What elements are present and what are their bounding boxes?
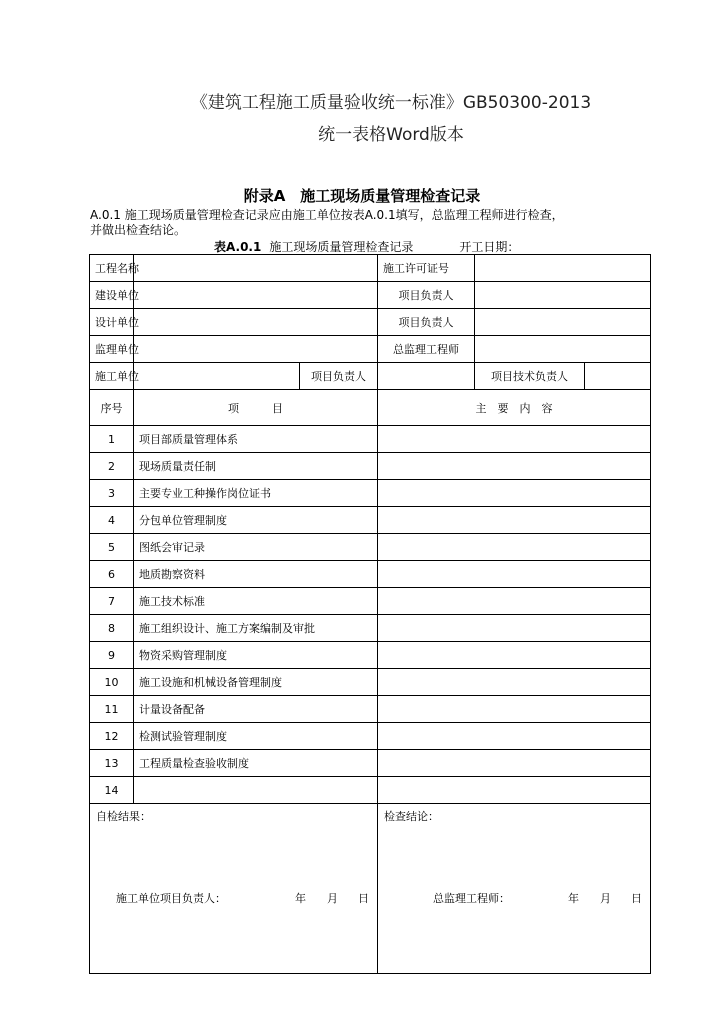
table-row: [90, 642, 651, 669]
item-seq: 12: [90, 723, 134, 750]
label-construction-unit: 建设单位: [90, 282, 134, 309]
appendix-heading: 附录A 施工现场质量管理检查记录: [243, 187, 481, 205]
start-date-label: 开工日期：: [459, 240, 520, 254]
item-content[interactable]: [378, 480, 651, 507]
value-design-unit[interactable]: [134, 309, 378, 336]
item-content[interactable]: [378, 642, 651, 669]
header-row: [90, 363, 651, 390]
table-row: [90, 588, 651, 615]
table-row: [90, 507, 651, 534]
contractor-sign-label: 施工单位项目负责人：: [116, 892, 226, 905]
intro-line-2: 并做出检查结论。: [90, 223, 187, 237]
item-content[interactable]: [378, 534, 651, 561]
value-contractor[interactable]: [134, 363, 300, 390]
header-row: [90, 309, 651, 336]
header-row: [90, 336, 651, 363]
item-content[interactable]: [378, 723, 651, 750]
item-seq: 10: [90, 669, 134, 696]
table-row: [90, 561, 651, 588]
item-content[interactable]: [378, 777, 651, 804]
item-seq: 7: [90, 588, 134, 615]
label-permit-no: 施工许可证号: [378, 255, 475, 282]
table-row: [90, 777, 651, 804]
item-seq: 2: [90, 453, 134, 480]
item-name: 分包单位管理制度: [134, 507, 378, 534]
item-seq: 8: [90, 615, 134, 642]
item-seq: 3: [90, 480, 134, 507]
table-row: [90, 696, 651, 723]
value-chief-supervisor[interactable]: [475, 336, 651, 363]
self-check-cell[interactable]: [90, 804, 378, 974]
table-row: [90, 615, 651, 642]
value-project-manager[interactable]: [475, 282, 651, 309]
item-content[interactable]: [378, 453, 651, 480]
label-project-manager: 项目负责人: [378, 282, 475, 309]
document-title: 《建筑工程施工质量验收统一标准》GB50300-2013: [190, 93, 592, 113]
item-name: 工程质量检查验收制度: [134, 750, 378, 777]
table-row: [90, 669, 651, 696]
value-supervision-unit[interactable]: [134, 336, 378, 363]
value-project-manager[interactable]: [378, 363, 475, 390]
item-content[interactable]: [378, 615, 651, 642]
label-design-unit: 设计单位: [90, 309, 134, 336]
sign-month: 月: [327, 892, 338, 905]
table-row: [90, 723, 651, 750]
supervisor-sign-label: 总监理工程师：: [433, 892, 510, 905]
column-header-row: [90, 390, 651, 426]
item-name: 项目部质量管理体系: [134, 426, 378, 453]
table-row: [90, 480, 651, 507]
item-content[interactable]: [378, 507, 651, 534]
value-tech-lead[interactable]: [585, 363, 651, 390]
item-name: 物资采购管理制度: [134, 642, 378, 669]
item-seq: 1: [90, 426, 134, 453]
item-content[interactable]: [378, 588, 651, 615]
value-project-manager[interactable]: [475, 309, 651, 336]
item-seq: 14: [90, 777, 134, 804]
value-permit-no[interactable]: [475, 255, 651, 282]
document-subtitle: 统一表格Word版本: [318, 125, 464, 145]
item-seq: 4: [90, 507, 134, 534]
sign-day: 日: [631, 892, 642, 905]
item-name: 施工组织设计、施工方案编制及审批: [134, 615, 378, 642]
value-project-name[interactable]: [134, 255, 378, 282]
item-name: 施工设施和机械设备管理制度: [134, 669, 378, 696]
item-name: 施工技术标准: [134, 588, 378, 615]
item-content[interactable]: [378, 426, 651, 453]
table-row: [90, 453, 651, 480]
item-name: 检测试验管理制度: [134, 723, 378, 750]
self-check-label: 自检结果：: [96, 810, 151, 823]
item-name: 地质勘察资料: [134, 561, 378, 588]
column-item: 项 目: [134, 390, 378, 426]
item-name: 现场质量责任制: [134, 453, 378, 480]
label-project-name: 工程名称: [90, 255, 134, 282]
item-name: 主要专业工种操作岗位证书: [134, 480, 378, 507]
item-seq: 5: [90, 534, 134, 561]
table-caption-text: 施工现场质量管理检查记录: [269, 240, 414, 254]
label-project-manager: 项目负责人: [300, 363, 378, 390]
label-chief-supervisor: 总监理工程师: [378, 336, 475, 363]
item-seq: 6: [90, 561, 134, 588]
table-caption: [214, 238, 519, 255]
label-supervision-unit: 监理单位: [90, 336, 134, 363]
item-seq: 11: [90, 696, 134, 723]
sign-month: 月: [600, 892, 611, 905]
item-content[interactable]: [378, 696, 651, 723]
item-seq: 13: [90, 750, 134, 777]
intro-line-1: A.0.1 施工现场质量管理检查记录应由施工单位按表A.0.1填写，总监理工程师进行检查，: [90, 208, 564, 222]
quality-check-table: [89, 254, 651, 974]
item-content[interactable]: [378, 561, 651, 588]
sign-year: 年: [568, 892, 579, 905]
table-row: [90, 750, 651, 777]
check-conclusion-label: 检查结论：: [384, 810, 439, 823]
item-name: 计量设备配备: [134, 696, 378, 723]
table-row: [90, 534, 651, 561]
column-content: 主 要 内 容: [378, 390, 651, 426]
sign-year: 年: [295, 892, 306, 905]
table-number: 表A.0.1: [214, 240, 262, 254]
table-row: [90, 426, 651, 453]
value-construction-unit[interactable]: [134, 282, 378, 309]
label-tech-lead: 项目技术负责人: [475, 363, 585, 390]
header-row: [90, 255, 651, 282]
item-content[interactable]: [378, 750, 651, 777]
item-name: [134, 777, 378, 804]
item-name: 图纸会审记录: [134, 534, 378, 561]
label-contractor: 施工单位: [90, 363, 134, 390]
signature-row: [90, 804, 651, 974]
column-seq: 序号: [90, 390, 134, 426]
header-row: [90, 282, 651, 309]
check-conclusion-cell[interactable]: [378, 804, 651, 974]
item-content[interactable]: [378, 669, 651, 696]
label-project-manager: 项目负责人: [378, 309, 475, 336]
item-rows: [90, 426, 651, 804]
item-seq: 9: [90, 642, 134, 669]
sign-day: 日: [358, 892, 369, 905]
